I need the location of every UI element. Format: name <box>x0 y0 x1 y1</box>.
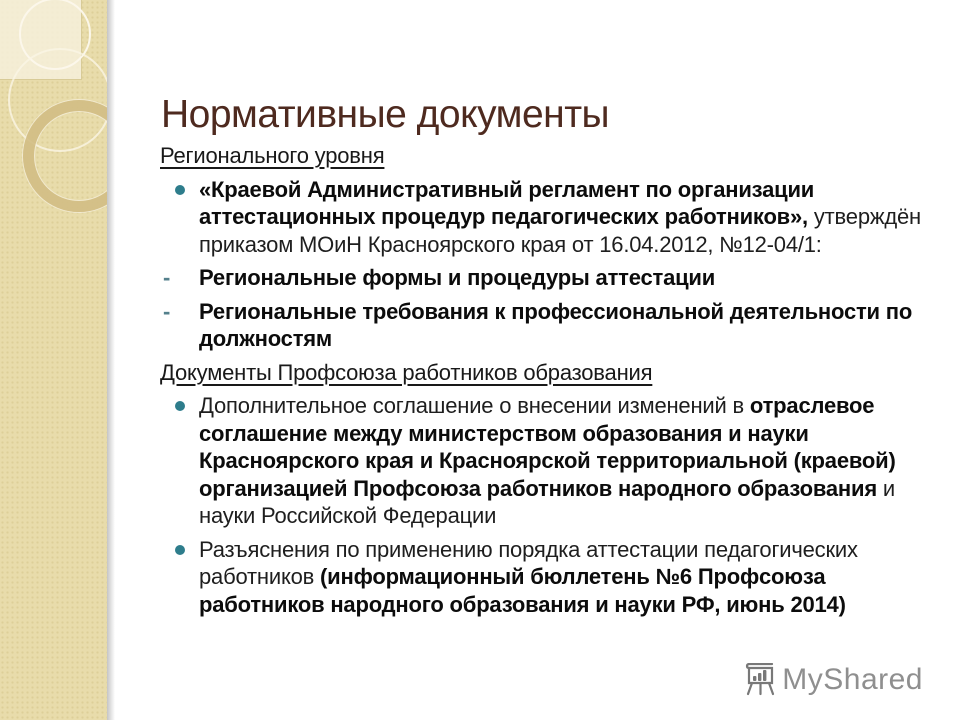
slide-body <box>160 142 942 624</box>
text-segment: Дополнительное соглашение о внесении изменений в <box>199 393 750 418</box>
decorative-side-panel <box>0 0 107 720</box>
myshared-watermark[interactable] <box>745 663 923 696</box>
slide-title: Нормативные документы <box>161 93 610 137</box>
panel-edge-shadow <box>107 0 115 720</box>
text-segment: Региональные требования к профессиональной деятельности по должностям <box>199 298 913 351</box>
section-header-union-docs: Документы Профсоюза работников образования <box>160 359 653 385</box>
presentation-board-icon <box>745 663 775 696</box>
bullet-item-regulation <box>160 176 942 259</box>
text-segment: (информационный бюллетень №6 Профсоюза работников народного образования и науки РФ, июнь 2014) <box>199 564 846 617</box>
dash-bullet-icon: - <box>163 298 171 324</box>
bullet-dot-icon <box>175 545 185 555</box>
dash-item-forms <box>160 264 942 292</box>
text-segment: Разъяснения по применению порядка аттестации педагогических работников <box>199 536 858 589</box>
bullet-item-clarifications <box>160 536 942 619</box>
text-segment: и науки Российской Федерации <box>199 475 895 528</box>
dash-bullet-icon: - <box>163 265 171 290</box>
text-segment: отраслевое соглашение между министерством образования и науки Красноярского края и Красноярской территориальной (краевой) организацией Профсоюза работников народного образования <box>199 393 896 501</box>
section-header-regional-level: Регионального уровня <box>160 143 385 168</box>
bullet-item-agreement <box>160 392 942 530</box>
bullet-dot-icon <box>175 401 185 411</box>
bullet-dot-icon <box>175 185 185 195</box>
text-segment: Региональные формы и процедуры аттестации <box>199 265 716 290</box>
myshared-label: MyShared <box>782 662 923 696</box>
dash-item-requirements <box>160 298 942 353</box>
text-segment: утверждён приказом МОиН Красноярского края от 16.04.2012, №12-04/1: <box>199 204 922 257</box>
text-segment: «Краевой Административный регламент по организации аттестационных процедур педагогических работников», <box>199 176 815 229</box>
